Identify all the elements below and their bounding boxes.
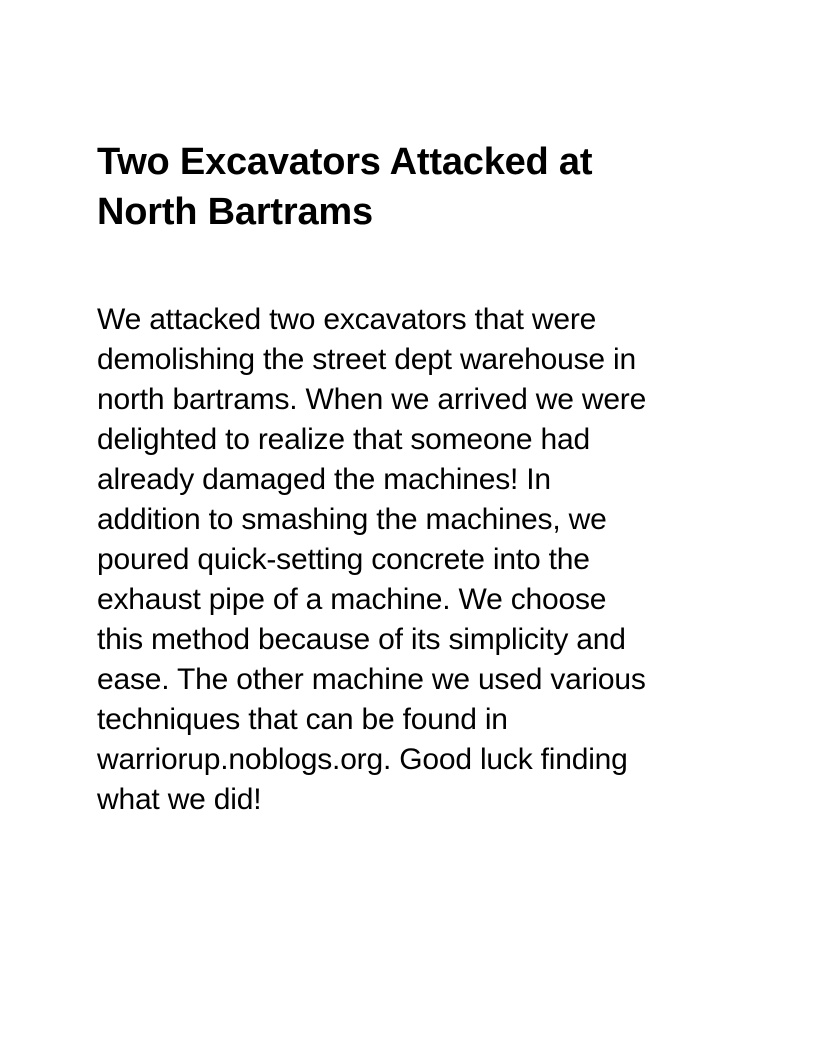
body-line: exhaust pipe of a machine. We choose [97,583,607,616]
body-line: warriorup.noblogs.org. Good luck finding [97,743,628,776]
body-line: delighted to realize that someone had [97,423,590,456]
body-line: north bartrams. When we arrived we were [97,383,647,416]
body-line: We attacked two excavators that were [97,303,597,336]
body-line: demolishing the street dept warehouse in [97,343,637,376]
body-line: already damaged the machines! In [97,463,551,496]
title-line: North Bartrams [97,191,373,233]
body-line: techniques that can be found in [97,703,508,736]
body-line: addition to smashing the machines, we [97,503,607,536]
body-line: this method because of its simplicity and [97,623,626,656]
body-line: poured quick-setting concrete into the [97,543,590,576]
body-line: ease. The other machine we used various [97,663,646,696]
title-line: Two Excavators Attacked at [97,141,593,183]
document-body [97,300,737,820]
document-title [97,137,737,237]
body-line: what we did! [97,783,262,816]
